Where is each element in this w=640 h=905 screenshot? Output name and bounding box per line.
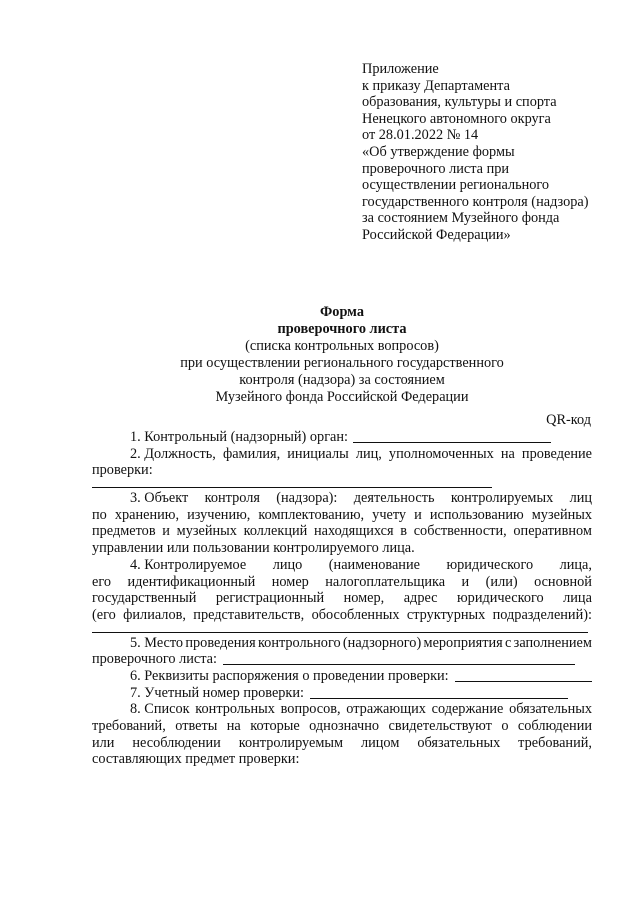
item-2-line xyxy=(92,446,592,463)
item-6-field[interactable] xyxy=(455,668,592,682)
item-6-text: 6. Реквизиты распоряжения о проведении проверки: xyxy=(130,667,449,684)
word: лицо xyxy=(272,556,303,573)
word: деятельность xyxy=(353,490,435,507)
word: с xyxy=(505,634,512,651)
word: его xyxy=(92,573,112,590)
word: обособленных xyxy=(311,606,400,623)
word: государственный xyxy=(92,590,197,607)
word: изучению, xyxy=(187,506,251,523)
item-2-line xyxy=(92,462,592,479)
item-5-line xyxy=(92,651,592,668)
word: музейных xyxy=(531,506,592,523)
word: коллекций xyxy=(243,523,308,540)
appendix-line: государственного контроля (надзора) xyxy=(362,193,589,210)
item-5-field[interactable] xyxy=(223,651,575,665)
appendix-line: «Об утверждение формы xyxy=(362,143,515,160)
word: отражающих xyxy=(346,701,426,718)
word: предметов xyxy=(92,523,156,540)
word: уполномоченных xyxy=(388,445,494,462)
word: налогоплательщика xyxy=(325,573,446,590)
word: номер xyxy=(271,573,309,590)
appendix-line: Российской Федерации» xyxy=(362,226,511,243)
word: лица, xyxy=(559,556,592,573)
word: собственности, xyxy=(413,523,507,540)
word: требований, xyxy=(92,718,166,734)
qr-code-label: QR-код xyxy=(546,412,591,428)
word: контрольных xyxy=(195,701,275,718)
item-4-line xyxy=(92,574,592,591)
item-8-line xyxy=(92,751,592,768)
title-line: Форма xyxy=(320,304,364,320)
word: 8. Список xyxy=(130,701,190,718)
word: подразделений): xyxy=(492,606,592,623)
word: инициалы xyxy=(287,445,349,462)
item-4-line xyxy=(92,590,592,607)
word: по xyxy=(92,506,107,523)
word: идентификационный xyxy=(127,573,256,590)
word: находящихся xyxy=(314,523,394,540)
title-line: проверочного листа xyxy=(277,321,407,337)
word: 3. Объект xyxy=(130,490,189,507)
word: и xyxy=(414,506,422,523)
word: (или) xyxy=(485,573,518,590)
word: на xyxy=(226,718,241,734)
item-7-field[interactable] xyxy=(310,685,568,699)
word: контролируемых xyxy=(450,490,554,507)
word: (наименование xyxy=(328,556,420,573)
item-1-field[interactable] xyxy=(353,429,551,443)
word: (надзора): xyxy=(276,490,338,507)
word: использованию xyxy=(429,506,524,523)
word: контролируемым xyxy=(238,734,344,751)
appendix-line: Ненецкого автономного округа xyxy=(362,110,551,127)
word: 5. Место xyxy=(130,634,184,651)
word: свидетельствуют xyxy=(388,718,492,734)
word: филиалов, xyxy=(123,606,186,623)
word: юридического xyxy=(446,556,534,573)
item-6 xyxy=(92,668,592,685)
word: хранению, xyxy=(114,506,180,523)
item-3-line xyxy=(92,523,592,540)
item-8-text: составляющих предмет проверки: xyxy=(92,751,300,768)
subtitle-line: Музейного фонда Российской Федерации xyxy=(215,389,469,405)
word: учету xyxy=(372,506,407,523)
word: вопросов, xyxy=(280,701,341,718)
appendix-line: за состоянием Музейного фонда xyxy=(362,210,560,227)
word: структурных xyxy=(406,606,486,623)
item-2-text: проверки: xyxy=(92,462,153,479)
item-7 xyxy=(92,685,592,702)
word: контрольного xyxy=(257,634,341,651)
word: обязательных xyxy=(417,734,501,751)
word: и xyxy=(461,573,470,590)
item-8-line xyxy=(92,701,592,718)
word: заполнением xyxy=(513,634,592,651)
word: на xyxy=(500,445,515,462)
word: проведение xyxy=(521,445,592,462)
word: проведения xyxy=(185,634,256,651)
word: контроля xyxy=(204,490,260,507)
appendix-line: образования, культуры и спорта xyxy=(362,94,557,111)
appendix-line: от 28.01.2022 № 14 xyxy=(362,127,479,144)
word: в xyxy=(400,523,407,540)
word: 4. Контролируемое xyxy=(130,556,247,573)
word: соблюдении xyxy=(517,718,592,734)
item-8-line xyxy=(92,718,592,735)
item-2-field[interactable] xyxy=(92,479,492,488)
item-4-line xyxy=(92,607,592,624)
word: о xyxy=(501,718,509,734)
item-7-text: 7. Учетный номер проверки: xyxy=(130,684,305,701)
item-3-text: управлении или пользовании контролируемого лица. xyxy=(92,540,415,557)
item-4-field[interactable] xyxy=(92,624,588,633)
word: которые xyxy=(250,718,300,734)
word: или xyxy=(92,734,115,751)
item-5-text: проверочного листа: xyxy=(92,651,217,668)
subtitle-line: (списка контрольных вопросов) xyxy=(245,338,439,354)
subtitle-line: при осуществлении регионального государственного xyxy=(180,355,504,371)
form-body xyxy=(92,429,592,768)
word: юридического xyxy=(457,590,544,607)
word: лицом xyxy=(361,734,400,751)
word: 2. Должность, xyxy=(130,445,216,462)
word: фамилия, xyxy=(222,445,281,462)
subtitle-line: контроля (надзора) за состоянием xyxy=(239,372,445,388)
item-3-line xyxy=(92,507,592,524)
appendix-header xyxy=(362,61,622,244)
word: (надзорного) xyxy=(342,634,422,651)
word: содержание xyxy=(431,701,504,718)
word: и xyxy=(162,523,170,540)
item-4-line xyxy=(92,557,592,574)
appendix-line: Приложение xyxy=(362,61,439,77)
word: требований, xyxy=(518,734,592,751)
form-title xyxy=(92,304,592,406)
word: оперативном xyxy=(513,523,592,540)
word: ответы xyxy=(175,718,218,734)
item-3-line xyxy=(92,540,592,557)
appendix-line: осуществлении регионального xyxy=(362,177,550,194)
word: однозначно xyxy=(309,718,380,734)
item-5-line xyxy=(92,635,592,652)
word: представительств, xyxy=(193,606,305,623)
item-3-line xyxy=(92,490,592,507)
word: музейных xyxy=(176,523,237,540)
word: основной xyxy=(534,573,592,590)
word: регистрационный xyxy=(215,590,325,607)
word: обязательных xyxy=(509,701,592,718)
word: несоблюдении xyxy=(132,734,221,751)
word: лица xyxy=(563,590,592,607)
appendix-line: проверочного листа при xyxy=(362,160,510,177)
item-1-text: 1. Контрольный (надзорный) орган: xyxy=(130,429,349,445)
item-1 xyxy=(92,429,592,446)
word: адрес xyxy=(403,590,438,607)
word: мероприятия xyxy=(423,634,503,651)
word: лиц, xyxy=(355,445,382,462)
appendix-line: к приказу Департамента xyxy=(362,77,510,94)
word: (его xyxy=(92,606,116,623)
word: номер, xyxy=(343,590,385,607)
word: комплектованию, xyxy=(258,506,365,523)
item-8-line xyxy=(92,735,592,752)
word: лиц xyxy=(569,490,592,507)
